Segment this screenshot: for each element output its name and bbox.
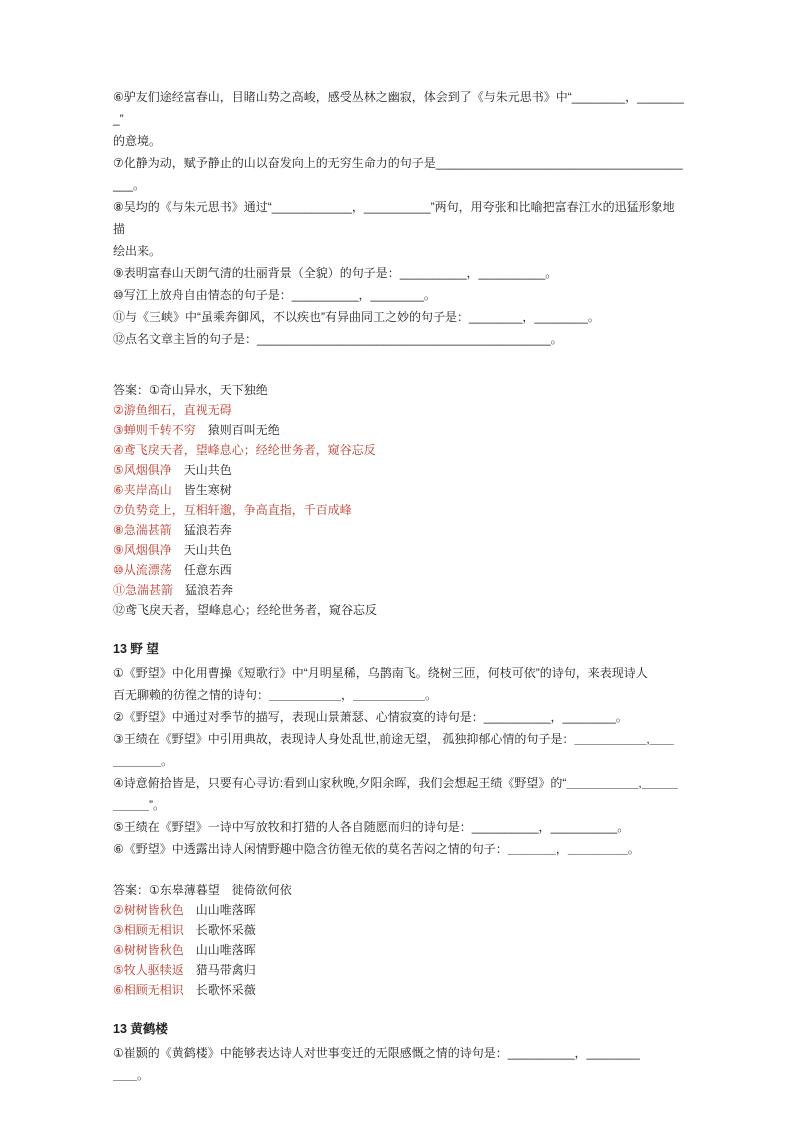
blank-line-spacer <box>113 860 684 880</box>
answer-text-segment: ⑨风烟俱净 <box>113 543 172 557</box>
answer-line <box>113 920 684 940</box>
text-segment: ③王绩在《野望》中引用典故，表现诗人身处乱世,前途无望， 孤独抑郁心情的句子是：＿＿＿＿＿＿,＿＿ <box>113 732 674 746</box>
answer-text-segment: ④树树皆秋色 <box>113 943 184 957</box>
answer-line <box>113 980 684 1000</box>
text-segment: 猛浪若奔 <box>171 523 232 537</box>
answer-line <box>113 480 684 500</box>
text-segment: ⑪与《三峡》中“虽乘奔御风，不以疾也”有异曲同工之妙的句子是：________，________。 <box>113 310 600 324</box>
question-line <box>113 684 684 706</box>
text-segment: ①崔颢的《黄鹤楼》中能够表达诗人对世事变迁的无限感慨之情的诗句是：__________，________ <box>113 1046 640 1060</box>
answer-text-segment: ⑪急湍甚箭 <box>113 583 174 597</box>
text-segment: ⑨表明富春山天朗气清的壮丽背景（全貌）的句子是：__________，__________。 <box>113 266 558 280</box>
document-content <box>113 86 684 1086</box>
answer-line <box>113 500 684 520</box>
text-segment: ＿＿。 <box>113 1068 150 1082</box>
answer-text-segment: ⑤牧人驱犊返 <box>113 963 184 977</box>
text-segment: ①《野望》中化用曹操《短歌行》中“月明星稀，乌鹊南飞。绕树三匝，何枝可依”的诗句，来表现诗人 <box>113 666 648 680</box>
question-line <box>113 306 684 328</box>
question-line <box>113 130 684 152</box>
answer-line <box>113 380 684 400</box>
question-line <box>113 1042 684 1064</box>
answer-text-segment: ⑦负势竞上，互相轩邈，争高直指，千百成峰 <box>113 503 352 517</box>
question-line <box>113 662 684 684</box>
answer-text-segment: ⑩从流漂荡 <box>113 563 172 577</box>
text-segment: 百无聊赖的彷徨之情的诗句：＿＿＿＿＿＿，＿＿＿＿＿＿。 <box>113 688 438 702</box>
text-segment: ⑥《野望》中透露出诗人闲情野趣中隐含彷徨无依的莫名苦闷之情的句子：＿＿＿＿，＿＿＿＿＿。 <box>113 842 640 856</box>
answer-text-segment: ③相顾无相识 <box>113 923 184 937</box>
text-segment: 山山唯落晖 <box>183 903 256 917</box>
text-segment: 任意东西 <box>171 563 232 577</box>
question-line <box>113 750 684 772</box>
question-line <box>113 728 684 750</box>
section-heading <box>113 1016 684 1042</box>
text-segment: ＿＿＿”。 <box>113 798 165 812</box>
question-line <box>113 262 684 284</box>
question-line <box>113 1064 684 1086</box>
text-segment: 答案：①东皋薄暮望 徙倚欲何依 <box>113 883 292 897</box>
blank-line-spacer <box>113 1000 684 1016</box>
answer-line <box>113 580 684 600</box>
answer-line <box>113 440 684 460</box>
answer-line <box>113 940 684 960</box>
text-segment: 答案：①奇山异水，天下独绝 <box>113 383 268 397</box>
text-segment: ④诗意俯拾皆是，只要有心寻访:看到山家秋晚,夕阳余晖，我们会想起王绩《野望》的“＿＿＿＿＿＿,＿＿＿ <box>113 776 678 790</box>
text-segment: 山山唯落晖 <box>183 943 256 957</box>
question-line <box>113 152 684 196</box>
question-line <box>113 86 684 130</box>
text-segment: 猛浪若奔 <box>173 583 234 597</box>
answer-text-segment: ③蝉则千转不穷 <box>113 423 196 437</box>
answer-text-segment: ②树树皆秋色 <box>113 903 184 917</box>
text-segment: ⑩写江上放舟自由情态的句子是：__________，________。 <box>113 288 436 302</box>
answer-text-segment: ⑥相顾无相识 <box>113 983 184 997</box>
question-line <box>113 838 684 860</box>
text-segment: 天山共色 <box>171 463 232 477</box>
text-segment: 13 野 望 <box>113 642 159 656</box>
question-line <box>113 328 684 350</box>
answer-line <box>113 520 684 540</box>
text-segment: 长歌怀采薇 <box>183 923 256 937</box>
answer-line <box>113 420 684 440</box>
text-segment: ⑧吴均的《与朱元思书》通过“____________，__________”两句，用夸张和比喻把富春江水的迅猛形象地描 <box>113 200 675 236</box>
answer-text-segment: ⑤风烟俱净 <box>113 463 172 477</box>
question-line <box>113 816 684 838</box>
text-segment: 猿则百叫无绝 <box>195 423 280 437</box>
text-segment: ②《野望》中通过对季节的描写，表现山景萧瑟、心情寂寞的诗句是：__________，________。 <box>113 710 628 724</box>
answer-line <box>113 560 684 580</box>
answer-text-segment: ②游鱼细石，直视无碍 <box>113 403 232 417</box>
blank-line-spacer <box>113 350 684 380</box>
blank-line-spacer <box>113 620 684 636</box>
answer-line <box>113 880 684 900</box>
answer-text-segment: ⑥夹岸高山 <box>113 483 172 497</box>
question-line <box>113 196 684 240</box>
section-heading <box>113 636 684 662</box>
text-segment: 天山共色 <box>171 543 232 557</box>
text-segment: 猎马带禽归 <box>183 963 256 977</box>
answer-text-segment: ④鸢飞戾天者，望峰息心；经纶世务者，窥谷忘反 <box>113 443 376 457</box>
answer-line <box>113 960 684 980</box>
question-line <box>113 284 684 306</box>
text-segment: 13 黄鹤楼 <box>113 1022 168 1036</box>
answer-text-segment: ⑧急湍甚箭 <box>113 523 172 537</box>
text-segment: ⑫点名文章主旨的句子是：____________________________________________。 <box>113 332 563 346</box>
text-segment: ⑫鸢飞戾天者，望峰息心；经纶世务者，窥谷忘反 <box>113 603 378 617</box>
question-line <box>113 772 684 794</box>
text-segment: 绘出来。 <box>113 244 162 258</box>
text-segment: ＿＿＿＿。 <box>113 754 174 768</box>
text-segment: 的意境。 <box>113 134 162 148</box>
question-line <box>113 240 684 262</box>
text-segment: 长歌怀采薇 <box>183 983 256 997</box>
question-line <box>113 794 684 816</box>
answer-line <box>113 540 684 560</box>
answer-line <box>113 600 684 620</box>
text-segment: 皆生寒树 <box>171 483 232 497</box>
text-segment: ⑤王绩在《野望》一诗中写放牧和打猎的人各自随愿而归的诗句是：__________，__________。 <box>113 820 630 834</box>
answer-line <box>113 460 684 480</box>
answer-line <box>113 400 684 420</box>
question-line <box>113 706 684 728</box>
text-segment: ⑥驴友们途经富春山，目睹山势之高峻，感受丛林之幽寂，体会到了《与朱元思书》中“________，________” <box>113 90 684 126</box>
text-segment: ⑦化静为动，赋予静止的山以奋发向上的无穷生命力的句子是________________________________________。 <box>113 156 683 192</box>
answer-line <box>113 900 684 920</box>
